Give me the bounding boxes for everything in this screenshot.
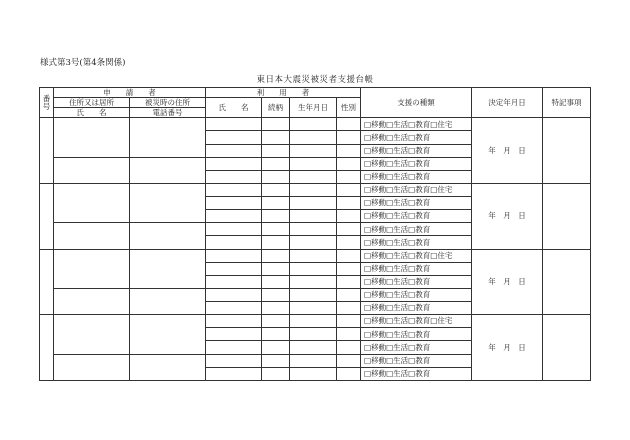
applicant-name-header: 氏 名 [54,108,130,118]
address-cell[interactable] [54,315,130,354]
relationship-header: 続柄 [262,98,290,118]
relationship-cell[interactable] [262,341,290,354]
phone-header: 電話番号 [130,108,206,118]
notes-header: 特記事項 [543,88,591,118]
disaster-address-cell[interactable] [130,223,206,249]
seq-cell[interactable] [40,183,54,249]
user-name-cell[interactable] [206,249,262,262]
gender-cell[interactable] [337,170,361,183]
user-name-cell[interactable] [206,315,262,328]
support-type-header: 支援の種類 [361,88,472,118]
support-type-checkboxes[interactable]: □移動□生活□教育 [361,131,472,144]
birthdate-cell[interactable] [290,315,337,328]
support-type-checkboxes[interactable]: □移動□生活□教育 [361,354,472,367]
decision-date-cell[interactable]: 年 月 日 [472,249,543,315]
birthdate-cell[interactable] [290,157,337,170]
address-cell[interactable] [54,118,130,157]
relationship-cell[interactable] [262,315,290,328]
gender-cell[interactable] [337,249,361,262]
user-name-header: 氏 名 [206,98,262,118]
user-name-cell[interactable] [206,183,262,196]
relationship-cell[interactable] [262,367,290,380]
support-type-checkboxes[interactable]: □移動□生活□教育 [361,328,472,341]
support-type-checkboxes[interactable]: □移動□生活□教育 [361,197,472,210]
relationship-cell[interactable] [262,275,290,288]
notes-cell[interactable] [543,315,591,381]
decision-date-cell[interactable]: 年 月 日 [472,315,543,381]
user-name-cell[interactable] [206,288,262,301]
address-cell[interactable] [54,288,130,314]
gender-cell[interactable] [337,262,361,275]
birthdate-header: 生年月日 [290,98,337,118]
relationship-cell[interactable] [262,210,290,223]
birthdate-cell[interactable] [290,249,337,262]
user-name-cell[interactable] [206,157,262,170]
relationship-cell[interactable] [262,144,290,157]
notes-cell[interactable] [543,118,591,184]
user-name-cell[interactable] [206,170,262,183]
birthdate-cell[interactable] [290,354,337,367]
support-type-checkboxes[interactable]: □移動□生活□教育 [361,157,472,170]
seq-cell[interactable] [40,118,54,184]
decision-date-cell[interactable]: 年 月 日 [472,118,543,184]
relationship-cell[interactable] [262,157,290,170]
address-cell[interactable] [54,157,130,183]
birthdate-cell[interactable] [290,223,337,236]
birthdate-cell[interactable] [290,197,337,210]
birthdate-cell[interactable] [290,210,337,223]
relationship-cell[interactable] [262,197,290,210]
disaster-address-cell[interactable] [130,315,206,354]
table-row [40,315,591,328]
gender-cell[interactable] [337,341,361,354]
gender-cell[interactable] [337,367,361,380]
birthdate-cell[interactable] [290,288,337,301]
birthdate-cell[interactable] [290,275,337,288]
gender-cell[interactable] [337,197,361,210]
gender-cell[interactable] [337,210,361,223]
address-header: 住所又は居所 [54,98,130,108]
gender-cell[interactable] [337,302,361,315]
disaster-address-cell[interactable] [130,354,206,380]
user-name-cell[interactable] [206,144,262,157]
support-type-checkboxes[interactable]: □移動□生活□教育 [361,223,472,236]
user-name-cell[interactable] [206,118,262,131]
relationship-cell[interactable] [262,183,290,196]
gender-cell[interactable] [337,131,361,144]
gender-cell[interactable] [337,354,361,367]
disaster-address-cell[interactable] [130,249,206,288]
support-type-checkboxes[interactable]: □移動□生活□教育 [361,288,472,301]
birthdate-cell[interactable] [290,183,337,196]
relationship-cell[interactable] [262,328,290,341]
user-name-cell[interactable] [206,328,262,341]
header-row-1 [40,88,591,98]
table-row [40,118,591,131]
gender-cell[interactable] [337,236,361,249]
ledger-title: 東日本大震災被災者支援台帳 [256,75,374,85]
user-name-cell[interactable] [206,354,262,367]
relationship-cell[interactable] [262,223,290,236]
support-type-checkboxes[interactable]: □移動□生活□教育□住宅 [361,315,472,328]
seq-cell[interactable] [40,249,54,315]
support-type-checkboxes[interactable]: □移動□生活□教育 [361,367,472,380]
birthdate-cell[interactable] [290,144,337,157]
address-cell[interactable] [54,223,130,249]
form-number-label: 様式第3号(第4条関係) [40,58,126,68]
relationship-cell[interactable] [262,236,290,249]
address-cell[interactable] [54,249,130,288]
support-type-checkboxes[interactable]: □移動□生活□教育□住宅 [361,183,472,196]
support-type-checkboxes[interactable]: □移動□生活□教育 [361,262,472,275]
user-header: 利 用 者 [206,88,361,98]
gender-cell[interactable] [337,288,361,301]
birthdate-cell[interactable] [290,236,337,249]
support-type-checkboxes[interactable]: □移動□生活□教育 [361,236,472,249]
table-row [40,183,591,196]
disaster-address-header: 被災時の住所 [130,98,206,108]
address-cell[interactable] [54,354,130,380]
relationship-cell[interactable] [262,131,290,144]
user-name-cell[interactable] [206,210,262,223]
notes-cell[interactable] [543,183,591,249]
user-name-cell[interactable] [206,302,262,315]
support-type-checkboxes[interactable]: □移動□生活□教育 [361,341,472,354]
gender-cell[interactable] [337,315,361,328]
disaster-address-cell[interactable] [130,288,206,314]
user-name-cell[interactable] [206,197,262,210]
address-cell[interactable] [54,183,130,222]
relationship-cell[interactable] [262,302,290,315]
relationship-cell[interactable] [262,249,290,262]
user-name-cell[interactable] [206,131,262,144]
gender-cell[interactable] [337,144,361,157]
decision-date-header: 決定年月日 [472,88,543,118]
birthdate-cell[interactable] [290,328,337,341]
relationship-cell[interactable] [262,118,290,131]
gender-cell[interactable] [337,118,361,131]
gender-cell[interactable] [337,328,361,341]
gender-header: 性別 [337,98,361,118]
table-row [40,249,591,262]
user-name-cell[interactable] [206,223,262,236]
relationship-cell[interactable] [262,262,290,275]
gender-cell[interactable] [337,157,361,170]
support-type-checkboxes[interactable]: □移動□生活□教育 [361,275,472,288]
birthdate-cell[interactable] [290,341,337,354]
birthdate-cell[interactable] [290,262,337,275]
support-ledger-table [39,87,591,381]
seq-cell[interactable] [40,315,54,381]
applicant-header: 申 請 者 [54,88,206,98]
disaster-address-cell[interactable] [130,183,206,222]
disaster-address-cell[interactable] [130,157,206,183]
relationship-cell[interactable] [262,354,290,367]
user-name-cell[interactable] [206,341,262,354]
seq-header: 番 号 [40,88,54,118]
user-name-cell[interactable] [206,262,262,275]
gender-cell[interactable] [337,223,361,236]
support-type-checkboxes[interactable]: □移動□生活□教育 [361,144,472,157]
decision-date-cell[interactable]: 年 月 日 [472,183,543,249]
relationship-cell[interactable] [262,288,290,301]
support-type-checkboxes[interactable]: □移動□生活□教育 [361,302,472,315]
gender-cell[interactable] [337,275,361,288]
support-type-checkboxes[interactable]: □移動□生活□教育□住宅 [361,249,472,262]
gender-cell[interactable] [337,183,361,196]
birthdate-cell[interactable] [290,170,337,183]
relationship-cell[interactable] [262,170,290,183]
user-name-cell[interactable] [206,367,262,380]
birthdate-cell[interactable] [290,131,337,144]
support-type-checkboxes[interactable]: □移動□生活□教育 [361,210,472,223]
support-type-checkboxes[interactable]: □移動□生活□教育 [361,170,472,183]
disaster-address-cell[interactable] [130,118,206,157]
birthdate-cell[interactable] [290,367,337,380]
user-name-cell[interactable] [206,275,262,288]
user-name-cell[interactable] [206,236,262,249]
notes-cell[interactable] [543,249,591,315]
support-type-checkboxes[interactable]: □移動□生活□教育□住宅 [361,118,472,131]
birthdate-cell[interactable] [290,302,337,315]
birthdate-cell[interactable] [290,118,337,131]
